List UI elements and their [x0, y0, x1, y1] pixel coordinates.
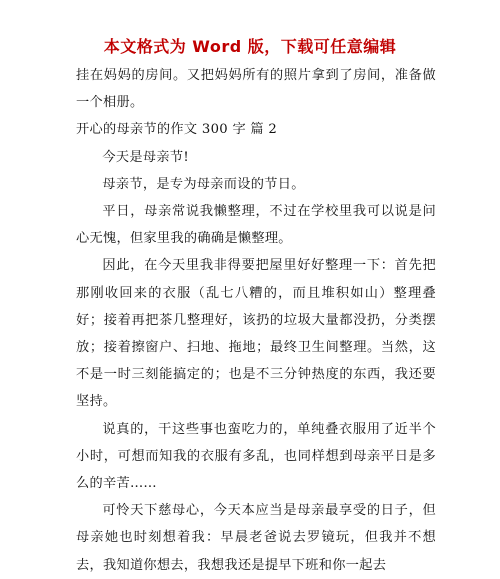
document-body: [76, 62, 436, 579]
paragraph: 可怜天下慈母心，今天本应当是母亲最享受的日子，但母亲她也时刻想着我：早晨老爸说去罗镜玩，但我并不想去，我知道你想去，我想我还是提早下班和你一起去: [76, 503, 436, 573]
document-banner: 本文格式为 Word 版，下载可任意编辑: [103, 37, 397, 56]
paragraph: 今天是母亲节!: [102, 149, 189, 165]
paragraph: 母亲节，是专为母亲而设的节日。: [102, 176, 305, 192]
paragraph: 说真的，干这些事也蛮吃力的，单纯叠衣服用了近半个小时，可想而知我的衣服有多乱，也同样想到母亲平日是多么的辛苦……: [76, 421, 436, 492]
paragraph: 因此，在今天里我非得要把屋里好好整理一下：首先把那刚收回来的衣服（乱七八糟的，而且堆积如山）整理叠好；接着再把茶几整理好，该扔的垃圾大量都没扔，分类摆放；接着擦窗户、扫地、拖地；最终卫生间整理。当然，这不是一时三刻能搞定的；也是不三分钟热度的东西，我还要坚持。: [76, 258, 436, 410]
essay-title: 开心的母亲节的作文 300 字 篇 2: [76, 122, 278, 138]
paragraph: 平日，母亲常说我懒整理，不过在学校里我可以说是问心无愧，但家里我的确确是懒整理。: [76, 204, 436, 247]
paragraph-continuation: 挂在妈妈的房间。又把妈妈所有的照片拿到了房间，准备做一个相册。: [76, 68, 436, 111]
